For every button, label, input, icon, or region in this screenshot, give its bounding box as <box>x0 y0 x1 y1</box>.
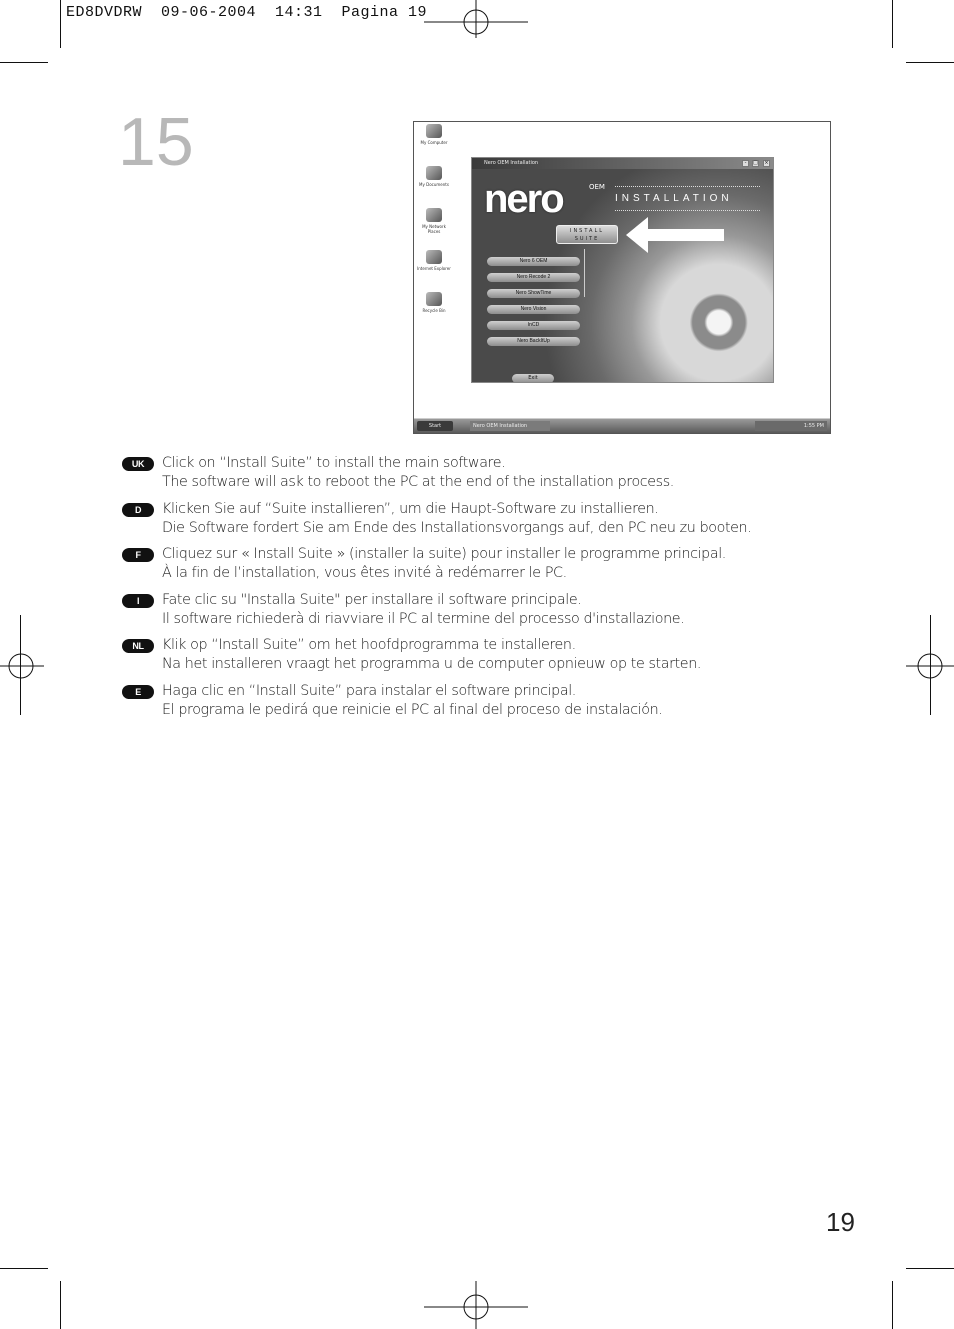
print-slug: ED8DVDRW 09-06-2004 14:31 Pagina 19 <box>66 4 428 21</box>
instruction-f <box>120 545 900 591</box>
instruction-line: Il software richiederà di riavviare il PC al termine del processo d'installazione. <box>162 610 685 627</box>
taskbar-item-installer[interactable]: Nero OEM Installation <box>470 421 550 431</box>
language-badge: F <box>122 548 154 562</box>
installer-body <box>472 169 773 382</box>
installation-banner: INSTALLATION <box>615 193 733 204</box>
desktop-icon-recycle-bin: Recycle Bin <box>416 292 452 313</box>
language-badge: E <box>122 685 154 699</box>
instruction-line: Klicken Sie auf “Suite installieren”, um die Haupt-Software zu installieren. <box>162 500 659 517</box>
maximize-icon[interactable]: □ <box>753 160 758 166</box>
instruction-line: Fate clic su "Installa Suite" per installare il software principale. <box>162 591 582 608</box>
menu-button-nero-backitup[interactable]: Nero BackItUp <box>487 337 580 346</box>
instruction-line: Klik op “Install Suite” om het hoofdprogramma te installeren. <box>162 637 576 654</box>
menu-button-nero-oem[interactable]: Nero 6 OEM <box>487 257 580 266</box>
instruction-nl <box>120 636 900 682</box>
close-icon[interactable]: × <box>764 160 769 166</box>
browser-icon <box>426 250 442 264</box>
system-tray-clock: 1:55 PM <box>755 421 827 431</box>
instructions <box>120 454 900 728</box>
language-badge: UK <box>122 457 154 471</box>
window-title: Nero OEM Installation <box>484 160 539 166</box>
menu-button-incd[interactable]: InCD <box>487 321 580 330</box>
instruction-line: El programa le pedirá que reinicie el PC al final del proceso de instalación. <box>162 701 663 718</box>
instruction-line: The software will ask to reboot the PC at the end of the installation process. <box>162 474 674 490</box>
instruction-d <box>120 500 900 546</box>
menu-button-nero-showtime[interactable]: Nero ShowTime <box>487 289 580 298</box>
registration-mark-left <box>0 640 44 692</box>
banner-rule-bottom <box>615 210 760 211</box>
instruction-line: Die Software fordert Sie am Ende des Installationsvorgangs auf, den PC neu zu booten. <box>162 519 752 536</box>
language-badge: I <box>122 594 154 608</box>
registration-mark-bottom <box>424 1281 528 1329</box>
window-titlebar <box>472 158 773 169</box>
instruction-i <box>120 591 900 637</box>
computer-icon <box>426 124 442 138</box>
instruction-e <box>120 682 900 728</box>
instruction-line: Haga clic en “Install Suite” para instalar el software principal. <box>162 682 576 699</box>
recycle-bin-icon <box>426 292 442 306</box>
menu-button-nero-recode[interactable]: Nero Recode 2 <box>487 273 580 282</box>
step-number: 15 <box>118 104 194 180</box>
instruction-line: Na het installeren vraagt het programma u de computer opnieuw op te starten. <box>162 656 702 673</box>
minimize-icon[interactable]: - <box>742 160 749 167</box>
desktop-icon-my-documents: My Documents <box>416 166 452 187</box>
desktop-icon-network: My Network Places <box>416 208 452 234</box>
installer-screenshot <box>413 121 831 434</box>
start-button[interactable]: Start <box>417 421 453 431</box>
desktop-icon-my-computer: My Computer <box>416 124 452 145</box>
taskbar <box>414 418 830 433</box>
documents-icon <box>426 166 442 180</box>
instruction-line: À la fin de l’installation, vous êtes invité à redémarrer le PC. <box>162 565 567 582</box>
instruction-line: Cliquez sur « Install Suite » (installer la suite) pour installer le programme principal. <box>162 546 726 563</box>
nero-logo: nero <box>484 177 563 221</box>
instruction-line: Click on “Install Suite” to install the main software. <box>162 455 506 471</box>
language-badge: NL <box>122 639 154 653</box>
menu-button-nero-vision[interactable]: Nero Vision <box>487 305 580 314</box>
language-badge: D <box>122 503 154 517</box>
desktop-icon-browser: Internet Explorer <box>416 250 452 271</box>
exit-button[interactable]: Exit <box>512 374 554 383</box>
menu-connector <box>584 249 589 297</box>
nero-installer-window <box>471 157 774 383</box>
banner-rule-top <box>615 186 760 187</box>
registration-mark-top <box>424 0 528 38</box>
instruction-uk <box>120 454 900 500</box>
network-icon <box>426 208 442 222</box>
oem-label: OEM <box>589 183 605 191</box>
arrow-left-icon <box>626 217 726 253</box>
registration-mark-right <box>906 640 954 692</box>
install-suite-button[interactable]: INSTALL SUITE <box>556 225 618 244</box>
page-number: 19 <box>826 1207 855 1237</box>
